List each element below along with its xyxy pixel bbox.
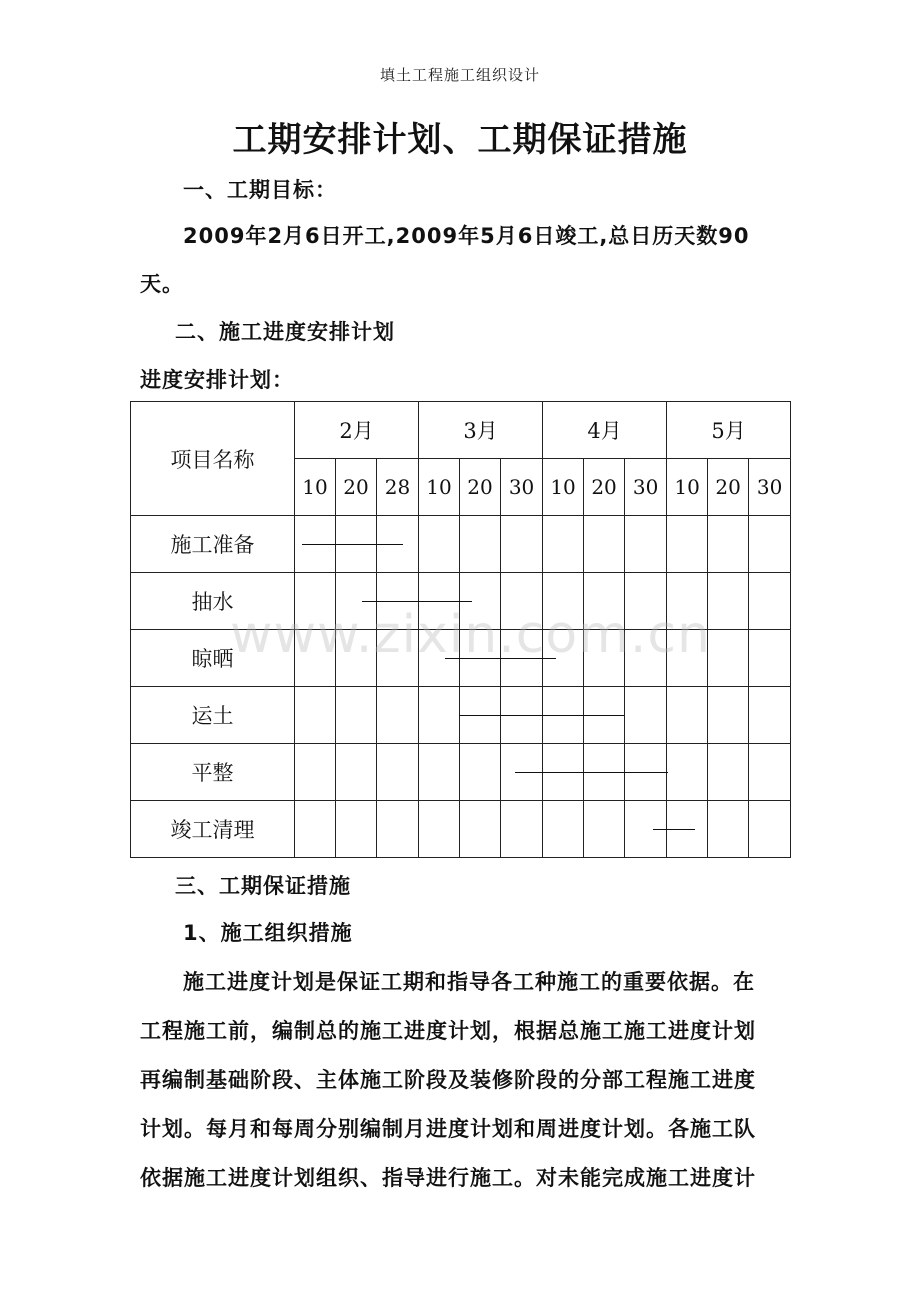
paragraph-line: 依据施工进度计划组织、指导进行施工。对未能完成施工进度计 [140, 1166, 756, 1190]
day-header: 10 [295, 459, 336, 516]
task-name: 平整 [131, 744, 295, 801]
paragraph-line: 施工进度计划是保证工期和指导各工种施工的重要依据。在 [183, 970, 755, 994]
task-name: 运土 [131, 687, 295, 744]
schedule-cell [295, 801, 336, 858]
section2-subheading: 进度安排计划： [140, 368, 294, 392]
task-row [131, 744, 791, 801]
page-title: 工期安排计划、工期保证措施 [232, 120, 688, 160]
task-row [131, 516, 791, 573]
month-header: 5月 [667, 402, 791, 459]
schedule-cell [749, 744, 791, 801]
day-header: 30 [625, 459, 667, 516]
schedule-cell [377, 801, 419, 858]
day-header: 20 [708, 459, 749, 516]
paragraph-line: 计划。每月和每周分别编制月进度计划和周进度计划。各施工队 [140, 1117, 756, 1141]
schedule-cell [460, 744, 501, 801]
schedule-cell [708, 687, 749, 744]
day-header: 20 [336, 459, 377, 516]
schedule-cell [749, 630, 791, 687]
paragraph-line: 再编制基础阶段、主体施工阶段及装修阶段的分部工程施工进度 [140, 1068, 756, 1092]
gantt-bar [459, 715, 624, 716]
task-name: 抽水 [131, 573, 295, 630]
schedule-cell [584, 801, 625, 858]
schedule-cell [584, 516, 625, 573]
section3-sub1: 1、施工组织措施 [183, 921, 353, 945]
section2-heading: 二、施工进度安排计划 [175, 320, 395, 344]
day-header: 28 [377, 459, 419, 516]
day-header: 10 [667, 459, 708, 516]
schedule-cell [749, 516, 791, 573]
schedule-cell [501, 516, 543, 573]
gantt-bar [653, 829, 694, 830]
month-header: 4月 [543, 402, 667, 459]
day-header: 20 [460, 459, 501, 516]
schedule-cell [625, 687, 667, 744]
watermark: www.zixin.com.cn [230, 605, 711, 665]
section3-heading: 三、工期保证措施 [175, 874, 351, 898]
schedule-cell [708, 801, 749, 858]
schedule-cell [419, 801, 460, 858]
schedule-cell [460, 801, 501, 858]
day-header: 30 [749, 459, 791, 516]
schedule-cell [667, 687, 708, 744]
task-name-header: 项目名称 [131, 402, 295, 516]
schedule-cell [625, 516, 667, 573]
schedule-cell [708, 744, 749, 801]
task-name: 竣工清理 [131, 801, 295, 858]
schedule-cell [336, 687, 377, 744]
task-name: 施工准备 [131, 516, 295, 573]
schedule-cell [543, 801, 584, 858]
schedule-cell [419, 687, 460, 744]
schedule-cell [336, 744, 377, 801]
gantt-bar [302, 544, 403, 545]
schedule-cell [419, 516, 460, 573]
task-name: 晾晒 [131, 630, 295, 687]
section1-heading: 一、工期目标： [183, 178, 337, 202]
schedule-cell [419, 744, 460, 801]
day-header: 20 [584, 459, 625, 516]
schedule-cell [501, 801, 543, 858]
day-header: 10 [543, 459, 584, 516]
schedule-cell [336, 801, 377, 858]
schedule-cell [667, 516, 708, 573]
schedule-cell [377, 687, 419, 744]
schedule-cell [295, 687, 336, 744]
month-header: 3月 [419, 402, 543, 459]
paragraph-line: 工程施工前，编制总的施工进度计划，根据总施工施工进度计划 [140, 1019, 756, 1043]
schedule-cell [377, 744, 419, 801]
schedule-cell [708, 573, 749, 630]
schedule-cell [295, 744, 336, 801]
gantt-bar [515, 772, 668, 773]
schedule-cell [460, 516, 501, 573]
month-header: 2月 [295, 402, 419, 459]
schedule-cell [543, 516, 584, 573]
day-header: 30 [501, 459, 543, 516]
section1-line2: 天。 [140, 272, 184, 296]
schedule-cell [708, 516, 749, 573]
schedule-cell [708, 630, 749, 687]
schedule-cell [667, 744, 708, 801]
section1-line1: 2009年2月6日开工,2009年5月6日竣工,总日历天数90 [183, 224, 750, 248]
schedule-cell [749, 801, 791, 858]
page-header: 填土工程施工组织设计 [379, 66, 540, 84]
schedule-cell [749, 573, 791, 630]
gantt-bar [362, 601, 471, 602]
schedule-cell [749, 687, 791, 744]
day-header: 10 [419, 459, 460, 516]
